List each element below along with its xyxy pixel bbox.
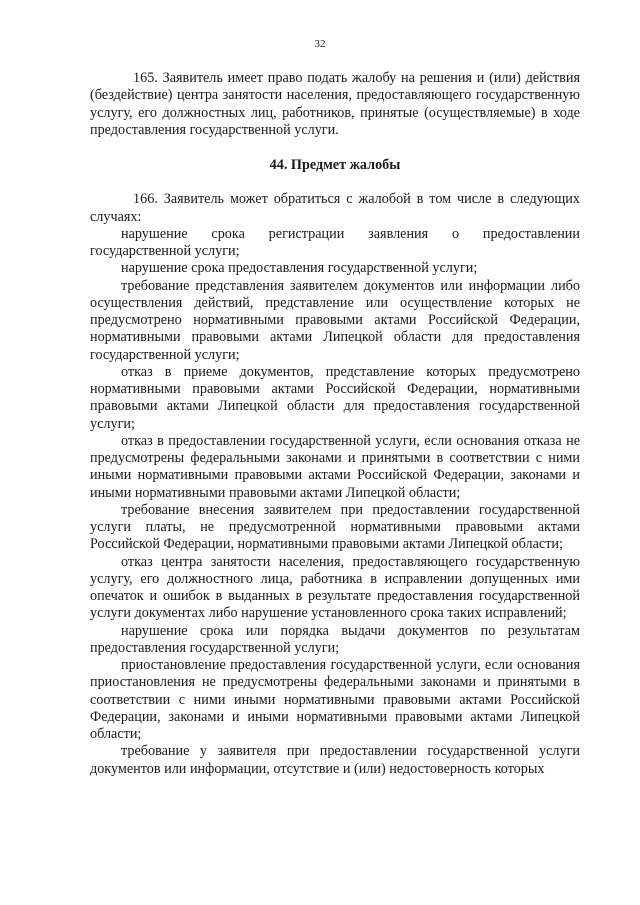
complaint-case-item: нарушение срока регистрации заявления о предоставлении государственной услуги; [90, 225, 580, 259]
spacer [90, 139, 580, 157]
complaint-case-item: приостановление предоставления государственной услуги, если основания приостановления не предусмотрены федеральными законами и принятыми в соответствии с ними иными нормативными правовыми актами Российской Федерации, законами и иными нормативными правовыми актами Липецкой области; [90, 657, 580, 742]
document-body [90, 70, 580, 778]
complaint-case-item: отказ в приеме документов, представление которых предусмотрено нормативными правовыми актами Российской Федерации, нормативными правовыми актами Липецкой области для предоставления государственной услуги; [90, 363, 580, 432]
spacer [90, 174, 580, 191]
complaint-case-item: нарушение срока или порядка выдачи документов по результатам предоставления государственной услуги; [90, 622, 580, 656]
paragraph-166-intro: 166. Заявитель может обратиться с жалобой в том числе в следующих случаях: [90, 191, 580, 225]
complaint-case-item: требование внесения заявителем при предоставлении государственной услуги платы, не предусмотренной нормативными правовыми актами Российской Федерации, нормативными правовыми актами Липецкой области; [90, 501, 580, 553]
page-number: 32 [314, 38, 326, 50]
complaint-case-item: отказ в предоставлении государственной услуги, если основания отказа не предусмотрены федеральными законами и принятыми в соответствии с ними иными нормативными правовыми актами Российской Федерации, законами и иными нормативными правовыми актами Липецкой области; [90, 432, 580, 501]
section-heading: 44. Предмет жалобы [269, 157, 401, 173]
complaint-case-item: требование представления заявителем документов или информации либо осуществления действий, представление или осуществление которых не предусмотрено нормативными правовыми актами Российской Федерации, нормативными правовыми актами Липецкой области для предоставления государственной услуги; [90, 277, 580, 363]
complaint-case-item: требование у заявителя при предоставлении государственной услуги документов или информации, отсутствие и (или) недостоверность которых [90, 743, 580, 777]
paragraph-165: 165. Заявитель имеет право подать жалобу на решения и (или) действия (бездействие) центра занятости населения, предоставляющего государственную услугу, его должностных лиц, работников, принятые (осуществляемые) в ходе предоставления государственной услуги. [90, 70, 580, 138]
complaint-case-item: отказ центра занятости населения, предоставляющего государственную услугу, его должностного лица, работника в исправлении допущенных ими опечаток и ошибок в выданных в результате предоставления государственной услуги документах либо нарушение установленного срока таких исправлений; [90, 553, 580, 622]
complaint-case-item: нарушение срока предоставления государственной услуги; [121, 260, 478, 277]
